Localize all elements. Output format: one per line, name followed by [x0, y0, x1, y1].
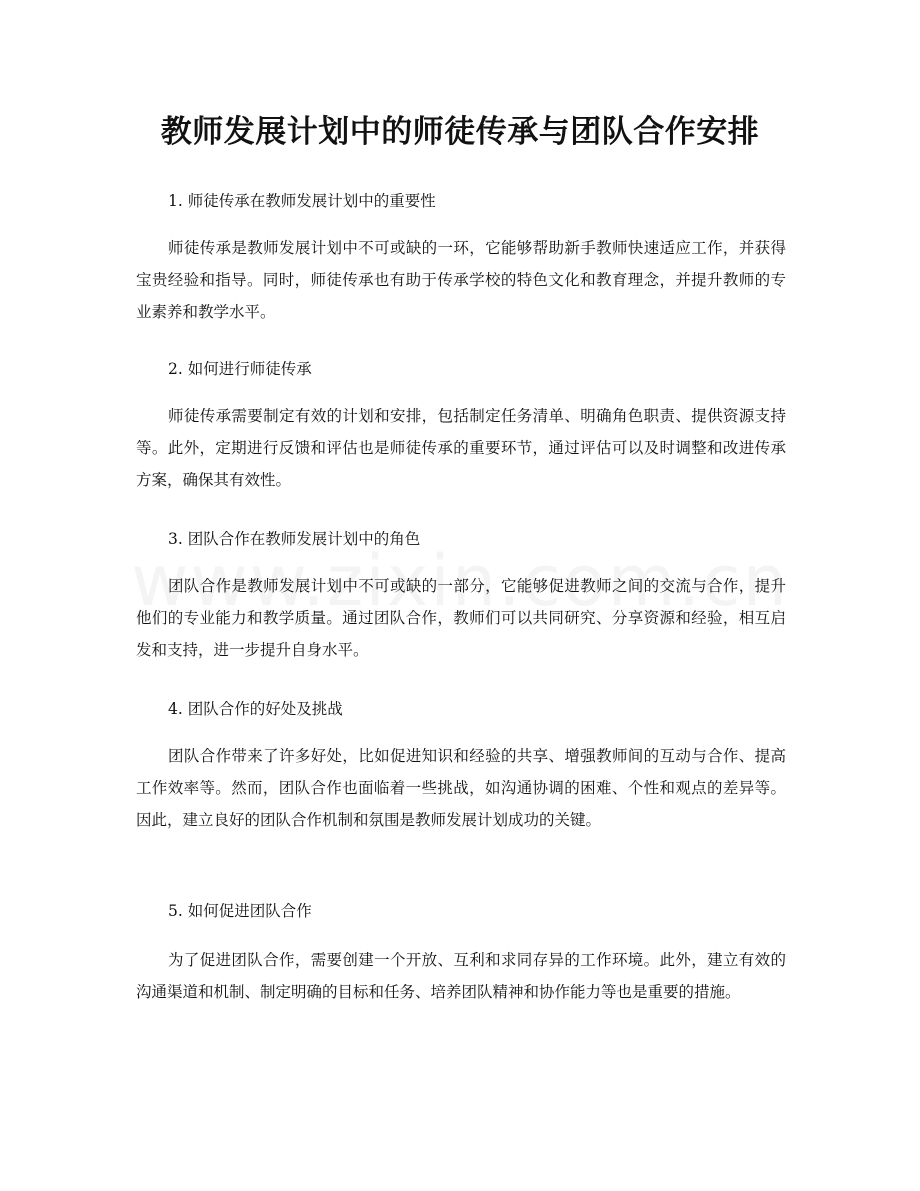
section-4-heading: 4. 团队合作的好处及挑战	[168, 700, 343, 718]
section-1-body: 师徒传承是教师发展计划中不可或缺的一环，它能够帮助新手教师快速适应工作，并获得宝贵经验和指导。同时，师徒传承也有助于传承学校的特色文化和教育理念，并提升教师的专业素养和教学水平。	[136, 239, 786, 321]
section-4-body: 团队合作带来了许多好处，比如促进知识和经验的共享、增强教师间的互动与合作、提高工作效率等。然而，团队合作也面临着一些挑战，如沟通协调的困难、个性和观点的差异等。因此，建立良好的团队合作机制和氛围是教师发展计划成功的关键。	[136, 747, 786, 829]
section-5-heading: 5. 如何促进团队合作	[168, 902, 312, 920]
document-title: 教师发展计划中的师徒传承与团队合作安排	[160, 114, 760, 150]
section-2-body: 师徒传承需要制定有效的计划和安排，包括制定任务清单、明确角色职责、提供资源支持等。此外，定期进行反馈和评估也是师徒传承的重要环节，通过评估可以及时调整和改进传承方案，确保其有效性。	[136, 407, 786, 489]
section-3-heading: 3. 团队合作在教师发展计划中的角色	[168, 530, 421, 548]
section-3-body: 团队合作是教师发展计划中不可或缺的一部分，它能够促进教师之间的交流与合作，提升他们的专业能力和教学质量。通过团队合作，教师们可以共同研究、分享资源和经验，相互启发和支持，进一步提升自身水平。	[136, 577, 786, 659]
section-5-body: 为了促进团队合作，需要创建一个开放、互利和求同存异的工作环境。此外，建立有效的沟通渠道和机制、制定明确的目标和任务、培养团队精神和协作能力等也是重要的措施。	[136, 951, 786, 1001]
section-1-heading: 1. 师徒传承在教师发展计划中的重要性	[168, 192, 436, 210]
section-2-heading: 2. 如何进行师徒传承	[168, 360, 312, 378]
